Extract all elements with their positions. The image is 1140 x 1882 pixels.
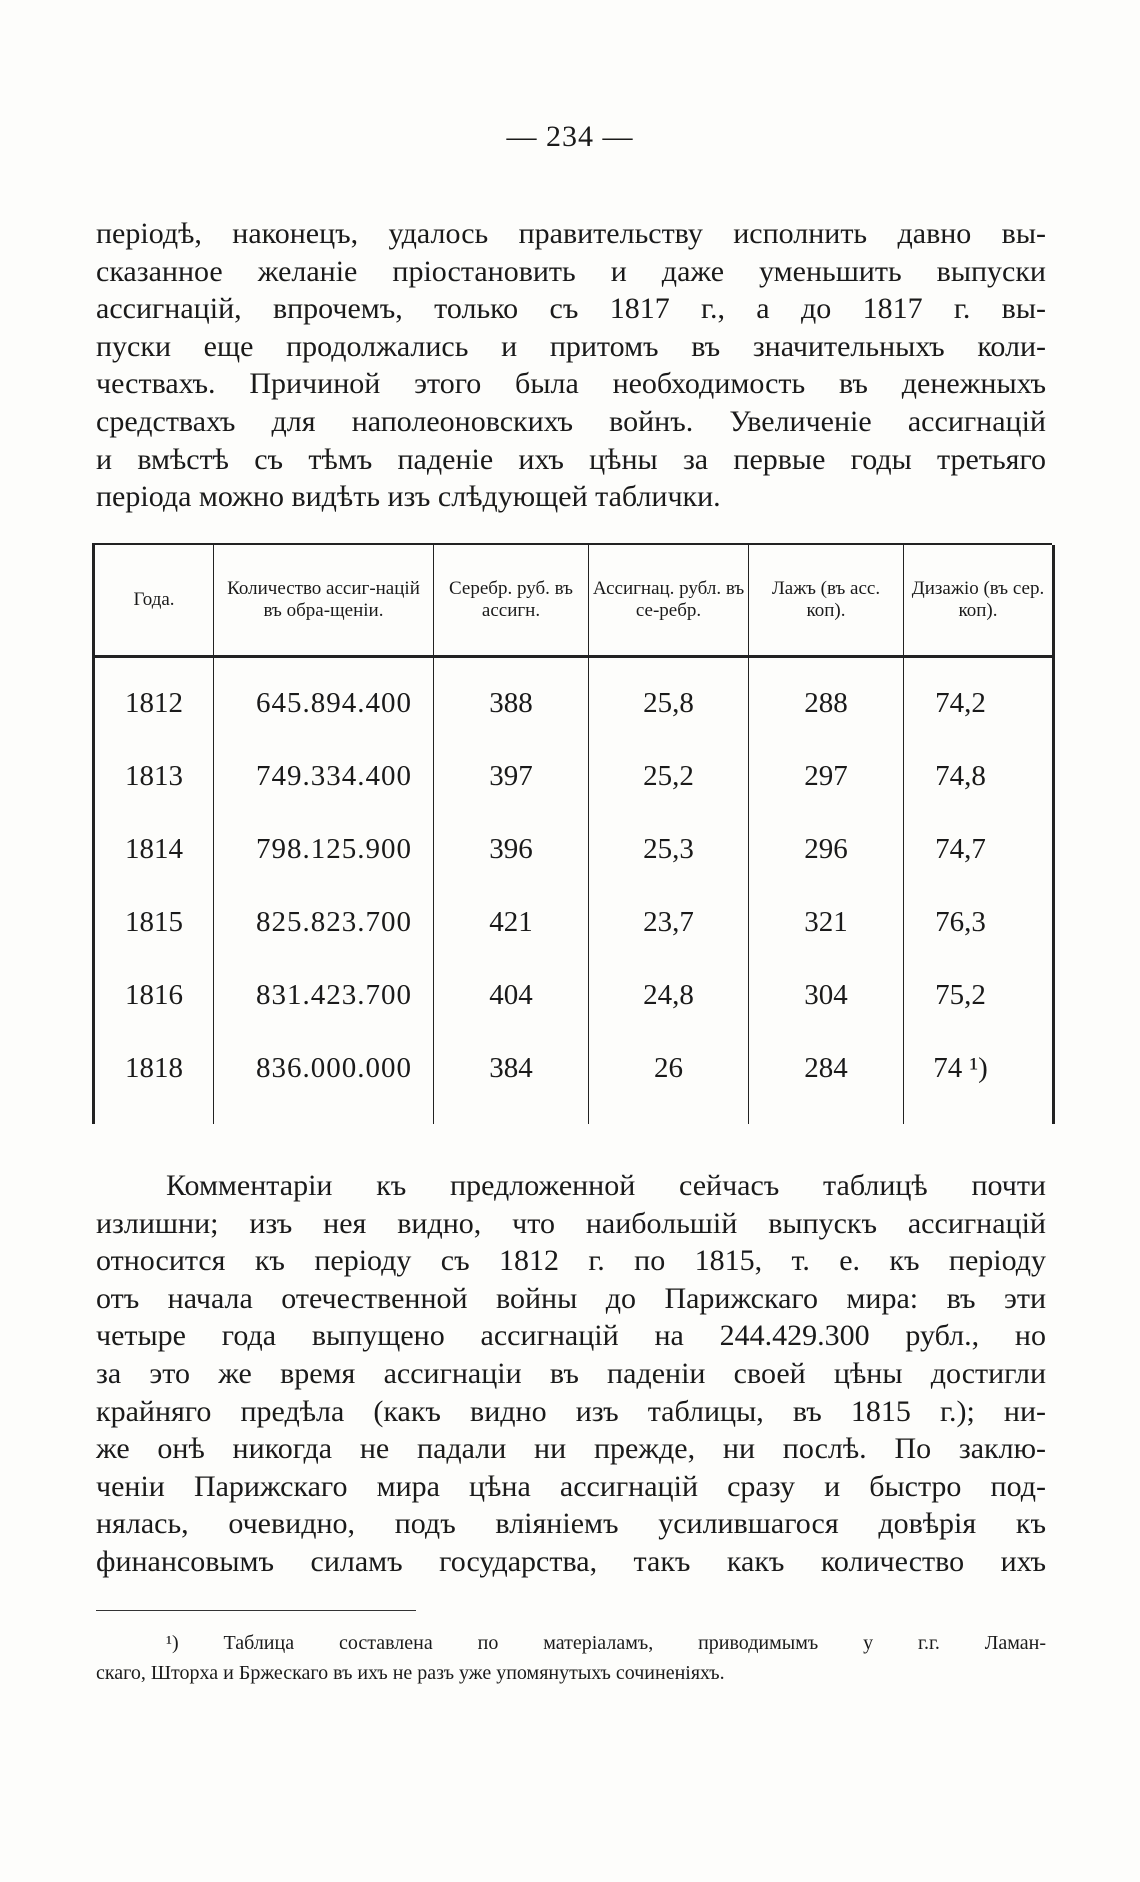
text-line: финансовымъ силамъ государства, такъ какъ количество ихъ bbox=[96, 1544, 1046, 1578]
header-disagio: Дизажіо (въ сер. коп). bbox=[904, 545, 1054, 657]
cell-assignat: 26 bbox=[589, 1032, 749, 1124]
cell-amount: 749.334.400 bbox=[214, 740, 434, 813]
text-line: излишни; изъ нея видно, что наибольшій выпускъ ассигнацій bbox=[96, 1206, 1046, 1240]
cell-assignat: 23,7 bbox=[589, 886, 749, 959]
cell-silver: 404 bbox=[434, 959, 589, 1032]
text-line: періода можно видѣть изъ слѣдующей таблички. bbox=[96, 480, 721, 514]
text-line: относится къ періоду съ 1812 г. по 1815, т. е. къ періоду bbox=[96, 1244, 1046, 1278]
text-line: чествахъ. Причиной этого была необходимость въ денежныхъ bbox=[96, 367, 1046, 401]
cell-agio: 284 bbox=[749, 1032, 904, 1124]
cell-assignat: 25,8 bbox=[589, 657, 749, 741]
header-amount: Количество ассиг-націй въ обра-щеніи. bbox=[214, 545, 434, 657]
text-line: нялась, очевидно, подъ вліяніемъ усилившагося довѣрія къ bbox=[96, 1507, 1046, 1541]
header-silver-rub: Серебр. руб. въ ассигн. bbox=[434, 545, 589, 657]
text-line: періодѣ, наконецъ, удалось правительству исполнить давно вы- bbox=[96, 217, 1046, 250]
text-line: сказанное желаніе пріостановить и даже уменьшить выпуски bbox=[96, 254, 1046, 288]
cell-assignat: 25,3 bbox=[589, 813, 749, 886]
text-line: за это же время ассигнаціи въ паденіи своей цѣны достигли bbox=[96, 1356, 1046, 1390]
text-line: и вмѣстѣ съ тѣмъ паденіе ихъ цѣны за первые годы третьяго bbox=[96, 442, 1046, 476]
text-line: пуски еще продолжались и притомъ въ значительныхъ коли- bbox=[96, 329, 1046, 363]
text-line: Комментаріи къ предложенной сейчасъ таблицѣ почти bbox=[166, 1169, 1046, 1202]
text-line: ченіи Парижскаго мира цѣна ассигнацій сразу и быстро под- bbox=[96, 1469, 1046, 1503]
footnote-divider bbox=[96, 1610, 416, 1611]
cell-year: 1818 bbox=[94, 1032, 214, 1124]
cell-amount: 798.125.900 bbox=[214, 813, 434, 886]
cell-amount: 825.823.700 bbox=[214, 886, 434, 959]
cell-silver: 397 bbox=[434, 740, 589, 813]
cell-year: 1816 bbox=[94, 959, 214, 1032]
table-header-row bbox=[94, 545, 1054, 657]
cell-year: 1815 bbox=[94, 886, 214, 959]
cell-agio: 288 bbox=[749, 657, 904, 741]
cell-year: 1812 bbox=[94, 657, 214, 741]
assignat-table bbox=[92, 543, 1052, 1125]
cell-amount: 836.000.000 bbox=[214, 1032, 434, 1124]
header-year: Года. bbox=[94, 545, 214, 657]
footnote-line: скаго, Шторха и Бржескаго въ ихъ не разъ уже упомянутыхъ сочиненіяхъ. bbox=[96, 1662, 725, 1684]
header-agio: Лажъ (въ асс. коп). bbox=[749, 545, 904, 657]
text-line: ассигнацій, впрочемъ, только съ 1817 г., а до 1817 г. вы- bbox=[96, 292, 1046, 326]
cell-amount: 831.423.700 bbox=[214, 959, 434, 1032]
text-line: средствахъ для наполеоновскихъ войнъ. Увеличеніе ассигнацій bbox=[96, 404, 1046, 438]
cell-disagio: 74,8 bbox=[904, 740, 1054, 813]
cell-assignat: 24,8 bbox=[589, 959, 749, 1032]
cell-agio: 297 bbox=[749, 740, 904, 813]
cell-agio: 304 bbox=[749, 959, 904, 1032]
cell-disagio: 74,7 bbox=[904, 813, 1054, 886]
table-row bbox=[94, 959, 1054, 1032]
paragraph-intro bbox=[96, 215, 1046, 516]
cell-silver: 396 bbox=[434, 813, 589, 886]
footnote bbox=[96, 1628, 1046, 1688]
cell-agio: 321 bbox=[749, 886, 904, 959]
text-line: отъ начала отечественной войны до Парижскаго мира: въ эти bbox=[96, 1281, 1046, 1315]
cell-silver: 421 bbox=[434, 886, 589, 959]
text-line: же онѣ никогда не падали ни прежде, ни послѣ. По заклю- bbox=[96, 1432, 1046, 1466]
text-line: четыре года выпущено ассигнацій на 244.429.300 рубл., но bbox=[96, 1319, 1046, 1353]
cell-amount: 645.894.400 bbox=[214, 657, 434, 741]
table-row bbox=[94, 886, 1054, 959]
table-row bbox=[94, 657, 1054, 741]
cell-assignat: 25,2 bbox=[589, 740, 749, 813]
table-row bbox=[94, 740, 1054, 813]
cell-disagio: 74 ¹) bbox=[904, 1032, 1054, 1124]
cell-disagio: 74,2 bbox=[904, 657, 1054, 741]
cell-silver: 384 bbox=[434, 1032, 589, 1124]
table-row bbox=[94, 1032, 1054, 1124]
footnote-line: ¹) Таблица составлена по матеріаламъ, приводимымъ у г.г. Ламан- bbox=[166, 1632, 1046, 1654]
cell-year: 1814 bbox=[94, 813, 214, 886]
header-assignat-rub: Ассигнац. рубл. въ се-ребр. bbox=[589, 545, 749, 657]
table-row bbox=[94, 813, 1054, 886]
text-line: крайняго предѣла (какъ видно изъ таблицы, въ 1815 г.); ни- bbox=[96, 1394, 1046, 1428]
cell-disagio: 75,2 bbox=[904, 959, 1054, 1032]
paragraph-commentary bbox=[96, 1167, 1046, 1581]
cell-year: 1813 bbox=[94, 740, 214, 813]
cell-agio: 296 bbox=[749, 813, 904, 886]
cell-disagio: 76,3 bbox=[904, 886, 1054, 959]
page-number: — 234 — bbox=[506, 120, 634, 153]
cell-silver: 388 bbox=[434, 657, 589, 741]
